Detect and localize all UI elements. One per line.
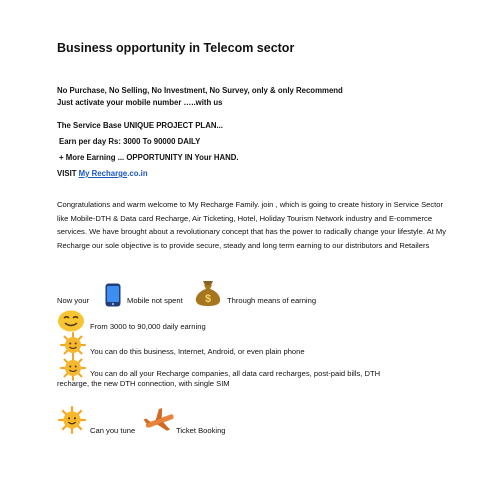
can-you-tune-text: Can you tune	[90, 426, 136, 435]
intro-line-1: No Purchase, No Selling, No Investment, No Survey, only & only Recommend	[57, 86, 343, 95]
my-recharge-link[interactable]: My Recharge	[78, 169, 128, 178]
through-means-text: Through means of earning	[227, 296, 317, 305]
mobile-phone-icon	[104, 283, 122, 307]
now-your-text: Now your	[57, 296, 90, 305]
visit-prefix: VISIT	[57, 169, 77, 178]
svg-text:$: $	[204, 293, 212, 305]
earn-line: Earn per day Rs: 3000 To 90000 DAILY	[59, 137, 201, 146]
smiley-face-icon	[57, 308, 85, 332]
recharge-services-text: You can do all your Recharge companies, all data card recharges, post-paid bills, DTH	[90, 369, 381, 378]
business-channels-text: You can do this business, Internet, Android, or even plain phone	[90, 347, 305, 356]
welcome-paragraph: Congratulations and warm welcome to My Recharge Family. join , which is going to create history in Service Sector like Mobile-DTH & Data card Recharge, Air Ticketing, Hotel, Holiday Tourism Network industry and E-commerce services. We have brought about a revolutionary concept that has the power to radically change your lifestyle. At My Recharge our sole objective is to provide secure, steady and long term earning to our distributors and Retailers	[57, 200, 447, 250]
mobile-not-spent-text: Mobile not spent	[127, 296, 183, 305]
visit-line	[57, 169, 148, 178]
page-title: Business opportunity in Telecom sector	[57, 41, 295, 55]
money-bag-icon	[193, 279, 223, 307]
dth-sim-text: recharge, the new DTH connection, with single SIM	[57, 379, 230, 388]
sun-icon	[58, 406, 86, 434]
site-domain: .co.in	[127, 169, 148, 178]
plan-heading: The Service Base UNIQUE PROJECT PLAN...	[57, 121, 223, 130]
daily-earning-text: From 3000 to 90,000 daily earning	[90, 322, 206, 331]
ticket-booking-text: Ticket Booking	[176, 426, 226, 435]
more-earning-line: + More Earning ... OPPORTUNITY IN Your HAND.	[59, 153, 239, 162]
airplane-icon	[143, 408, 177, 434]
intro-line-2: Just activate your mobile number …..with us	[57, 98, 223, 107]
